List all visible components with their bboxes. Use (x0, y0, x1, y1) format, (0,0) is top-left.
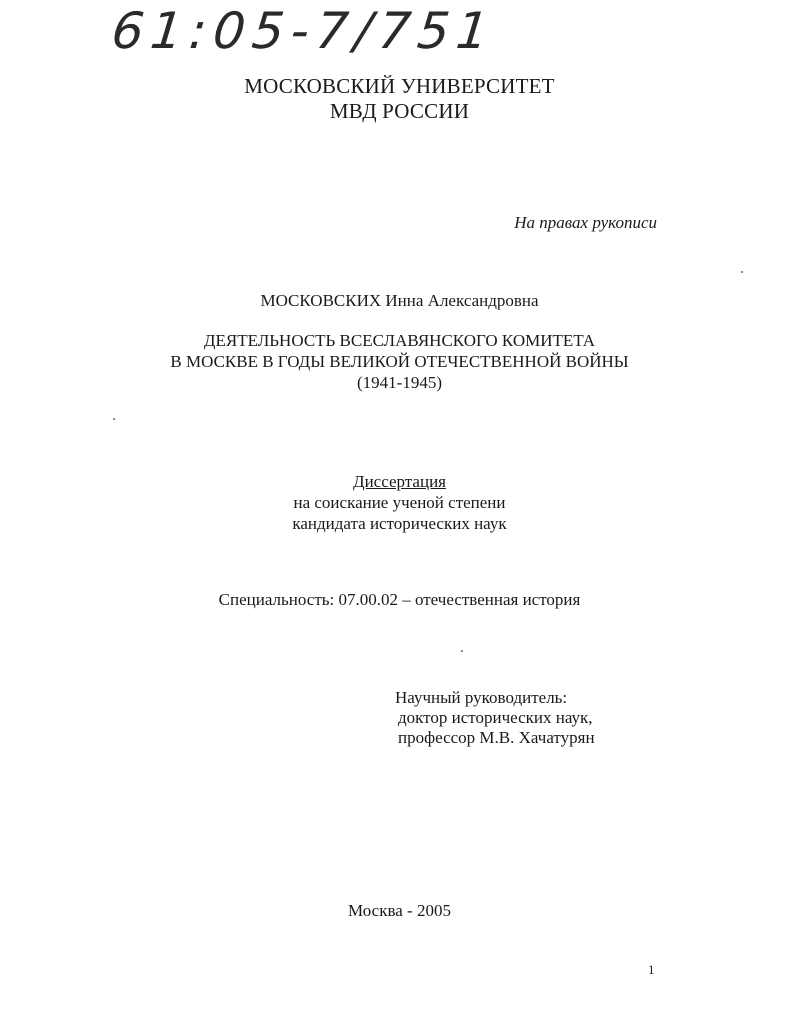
advisor-degree: доктор исторических наук, (398, 708, 593, 727)
author-given-names: Инна Александровна (385, 291, 539, 310)
dissertation-years: (1941-1945) (357, 373, 442, 392)
author-surname: МОСКОВСКИХ (260, 291, 382, 310)
work-type-line: на соискание ученой степени (293, 493, 506, 512)
work-type (0, 471, 799, 534)
advisor-heading: Научный руководитель: (395, 688, 568, 707)
page-number: 1 (648, 962, 655, 977)
work-type-degree: кандидата исторических наук (292, 514, 507, 533)
university-name: МОСКОВСКИЙ УНИВЕРСИТЕТ (244, 74, 555, 98)
scan-speck (461, 650, 463, 652)
work-type-label: Диссертация (352, 472, 446, 491)
scan-speck (113, 418, 115, 420)
rights-note: На правах рукописи (514, 213, 657, 232)
place-and-year: Москва - 2005 (348, 901, 451, 920)
specialty: Специальность: 07.00.02 – отечественная история (218, 590, 581, 609)
university-affiliation: МВД РОССИИ (329, 99, 470, 123)
scientific-advisor (395, 688, 595, 748)
dissertation-title-line: В МОСКВЕ В ГОДЫ ВЕЛИКОЙ ОТЕЧЕСТВЕННОЙ ВОЙНЫ (170, 352, 629, 371)
advisor-name: профессор М.В. Хачатурян (398, 728, 595, 747)
dissertation-title-line: ДЕЯТЕЛЬНОСТЬ ВСЕСЛАВЯНСКОГО КОМИТЕТА (203, 331, 596, 350)
author-name (0, 291, 799, 311)
scan-speck (741, 271, 743, 273)
university-header (0, 74, 799, 124)
dissertation-title (0, 330, 799, 393)
handwritten-catalog-code: 61:05-7/751 (108, 2, 499, 60)
